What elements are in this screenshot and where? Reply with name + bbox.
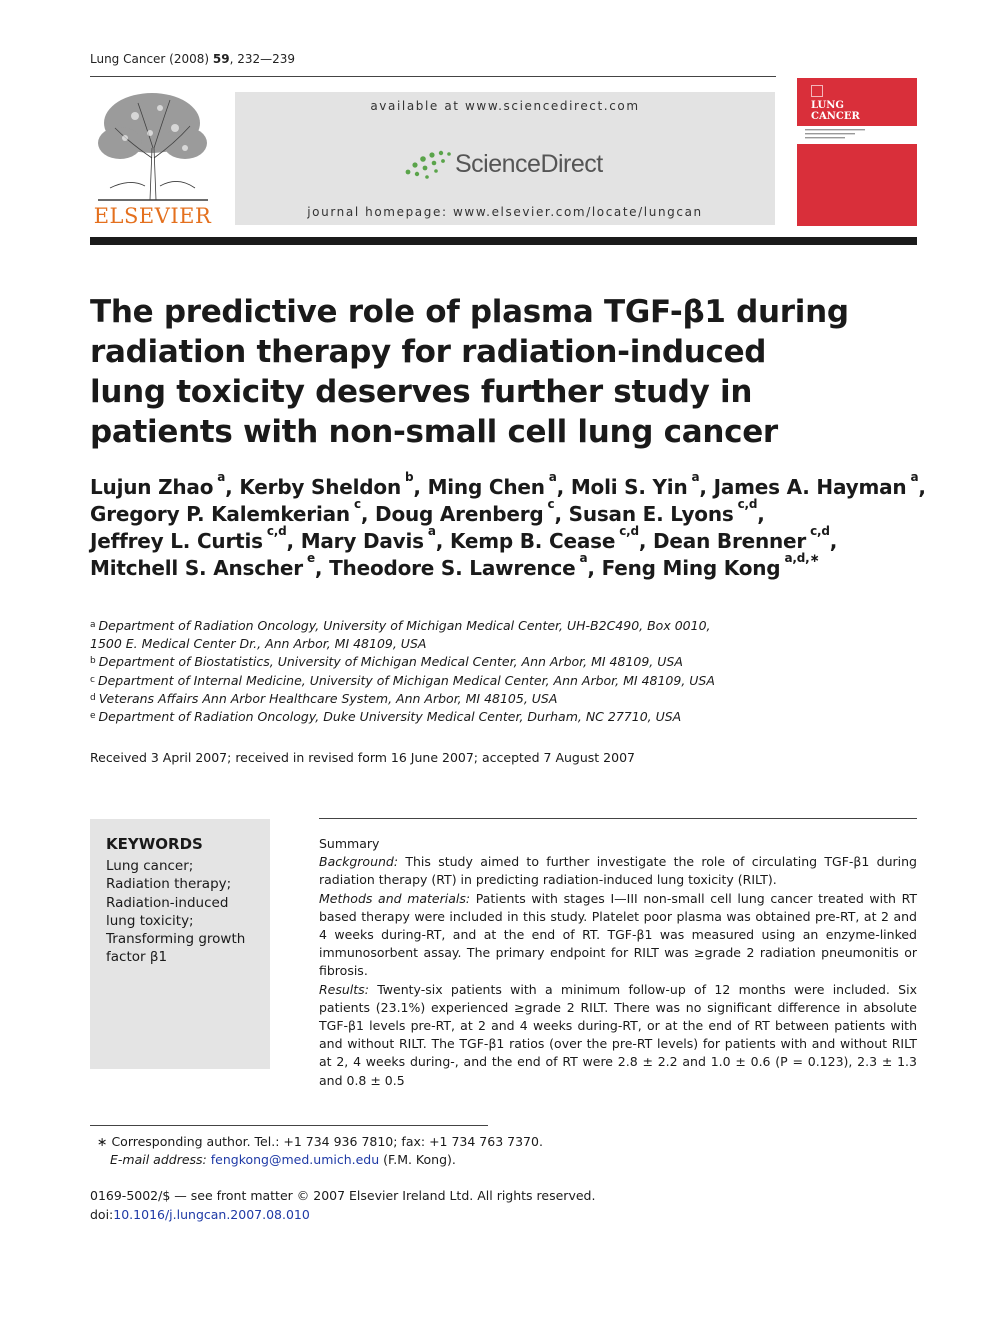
elsevier-wordmark: ELSEVIER (93, 204, 212, 228)
keywords-box (90, 819, 270, 1069)
affiliation-c: $^c$ Department of Internal Medicine, University of Michigan Medical Center, Ann Arbor, MI 48109, USA (90, 672, 715, 688)
sciencedirect-wordmark: ScienceDirect (455, 150, 603, 178)
summary-divider (319, 818, 917, 819)
received-dates: Received 3 April 2007; received in revised form 16 June 2007; accepted 7 August 2007 (90, 750, 635, 765)
header-divider (90, 76, 776, 77)
sciencedirect-banner (235, 92, 775, 225)
author[interactable]: Jeffrey L. Curtis $^{c,d}$ (90, 524, 287, 553)
author[interactable]: Kemp B. Cease $^{c,d}$ (449, 524, 639, 553)
available-at-link[interactable]: available at www.sciencedirect.com (370, 99, 640, 113)
doi-link[interactable]: 10.1016/j.lungcan.2007.08.010 (113, 1206, 310, 1222)
elsevier-tree-icon (90, 88, 215, 203)
cover-emblem-icon (811, 85, 823, 97)
author[interactable]: Feng Ming Kong $^{a,d,∗}$ (601, 551, 820, 580)
keyword-item: Lung cancer; (106, 858, 194, 874)
article-title: The predictive role of plasma TGF-β1 during radiation therapy for radiation-induced lung toxicity deserves further study in patients with non-small cell lung cancer (90, 294, 849, 450)
corresponding-author-note (97, 1133, 797, 1169)
cover-band (797, 126, 917, 144)
author[interactable]: Mitchell S. Anscher $^e$ (90, 551, 315, 580)
affiliation-e: $^e$ Department of Radiation Oncology, Duke University Medical Center, Durham, NC 27710, USA (90, 709, 682, 725)
copyright-line: 0169-5002/$ — see front matter © 2007 Elsevier Ireland Ltd. All rights reserved. (90, 1188, 596, 1203)
header-thick-rule (90, 237, 917, 245)
keywords-list (106, 857, 245, 967)
keywords-heading: KEYWORDS (106, 835, 203, 853)
corresponding-author-line: ∗ Corresponding author. Tel.: +1 734 936 7810; fax: +1 734 763 7370. (97, 1134, 543, 1149)
author[interactable]: Dean Brenner $^{c,d}$ (653, 524, 830, 553)
sciencedirect-dots-icon (403, 148, 453, 182)
email-link[interactable]: fengkong@med.umich.edu (210, 1152, 380, 1168)
journal-name: Lung Cancer (2008) (90, 52, 210, 66)
keyword-item: lung toxicity; (106, 912, 194, 929)
abstract-summary (319, 835, 917, 1090)
footnote-divider (90, 1125, 488, 1126)
affiliation-d: $^d$ Veterans Affairs Ann Arbor Healthcare System, Ann Arbor, MI 48105, USA (90, 690, 558, 706)
keyword-item: Radiation-induced (106, 894, 229, 911)
journal-cover (797, 78, 917, 226)
cover-title-line2: CANCER (811, 111, 860, 122)
summary-results: Results: Twenty-six patients with a minimum follow-up of 12 months were included. Six patients (23.1%) experienced ≥grade 2 RILT. There was no significant difference in absolute TGF-β1 levels pre-RT, at 2 and 4 weeks during-RT, or at the end of RT between patients with and without RILT. The TGF-β1 ratios (over the pre-RT levels) for patients with and without RILT at 2, 4 weeks during-, and the end of RT were 2.8 ± 2.2 and 1.0 ± 0.6 (P = 0.123), 2.3 ± 1.3 and 0.8 ± 0.5 (319, 981, 917, 1088)
author[interactable]: Ming Chen $^a$ (427, 470, 557, 499)
affiliations (90, 617, 890, 726)
author[interactable]: Kerby Sheldon $^b$ (239, 470, 414, 499)
email-line: E-mail address: fengkong@med.umich.edu (F.M. Kong). (110, 1152, 456, 1168)
author[interactable]: Moli S. Yin $^a$ (570, 470, 700, 499)
keyword-item: factor β1 (106, 949, 168, 966)
elsevier-logo (90, 88, 215, 228)
sciencedirect-logo[interactable] (403, 148, 623, 182)
author[interactable]: Mary Davis $^a$ (300, 524, 436, 553)
cover-fineprint-icon (797, 126, 917, 144)
journal-volume: 59 (212, 52, 230, 66)
author[interactable]: Susan E. Lyons $^{c,d}$ (568, 497, 758, 526)
author[interactable]: James A. Hayman $^a$ (713, 470, 919, 499)
author[interactable]: Theodore S. Lawrence $^a$ (329, 551, 588, 580)
author[interactable]: Gregory P. Kalemkerian $^c$ (90, 497, 361, 526)
journal-homepage-link[interactable]: journal homepage: www.elsevier.com/locate/lungcan (307, 205, 703, 219)
summary-methods: Methods and materials: Patients with stages I—III non-small cell lung cancer treated with RT based therapy were included in this study. Platelet poor plasma was obtained pre-RT, at 2 and 4 weeks during-RT, and at the end of RT. TGF-β1 was measured using an enzyme-linked immunosorbent assay. The primary endpoint for RILT was ≥grade 2 radiation pneumonitis or fibrosis. (319, 890, 917, 979)
keyword-item: Radiation therapy; (106, 876, 232, 893)
author[interactable]: Lujun Zhao $^a$ (90, 470, 226, 499)
affiliation-a-cont: 1500 E. Medical Center Dr., Ann Arbor, MI 48109, USA (90, 636, 427, 652)
keyword-item: Transforming growth (106, 931, 246, 948)
journal-pages: , 232—239 (229, 52, 296, 66)
doi-line: doi:10.1016/j.lungcan.2007.08.010 (90, 1206, 310, 1222)
affiliation-a: $^a$ Department of Radiation Oncology, University of Michigan Medical Center, UH-B2C490, Box 0010, (90, 618, 711, 633)
affiliation-b: $^b$ Department of Biostatistics, University of Michigan Medical Center, Ann Arbor, MI 48109, USA (90, 654, 683, 670)
author-list: Lujun Zhao $^a$, Kerby Sheldon $^b$, Ming Chen $^a$, Moli S. Yin $^a$, James A. Hayman $^a$, Gregory P. Kalemkerian $^c$, Doug Arenberg $^c$, Susan E. Lyons $^{c,d}$, Jeffrey L. Curtis $^{c,d}$, Mary Davis $^a$, Kemp B. Cease $^{c,d}$, Dean Brenner $^{c,d}$, Mitchell S. Anscher $^e$, Theodore S. Lawrence $^a$, Feng Ming Kong $^{a,d,∗}$ (90, 470, 926, 580)
author[interactable]: Doug Arenberg $^c$ (375, 497, 555, 526)
summary-background: Background: This study aimed to further investigate the role of circulating TGF-β1 during radiation therapy (RT) in predicting radiation-induced lung toxicity (RILT). (319, 854, 917, 888)
cover-title-line1: LUNG (811, 100, 844, 111)
journal-citation (90, 52, 295, 66)
copyright-block (90, 1187, 890, 1224)
summary-heading: Summary (319, 836, 380, 851)
cover-title (811, 100, 860, 122)
